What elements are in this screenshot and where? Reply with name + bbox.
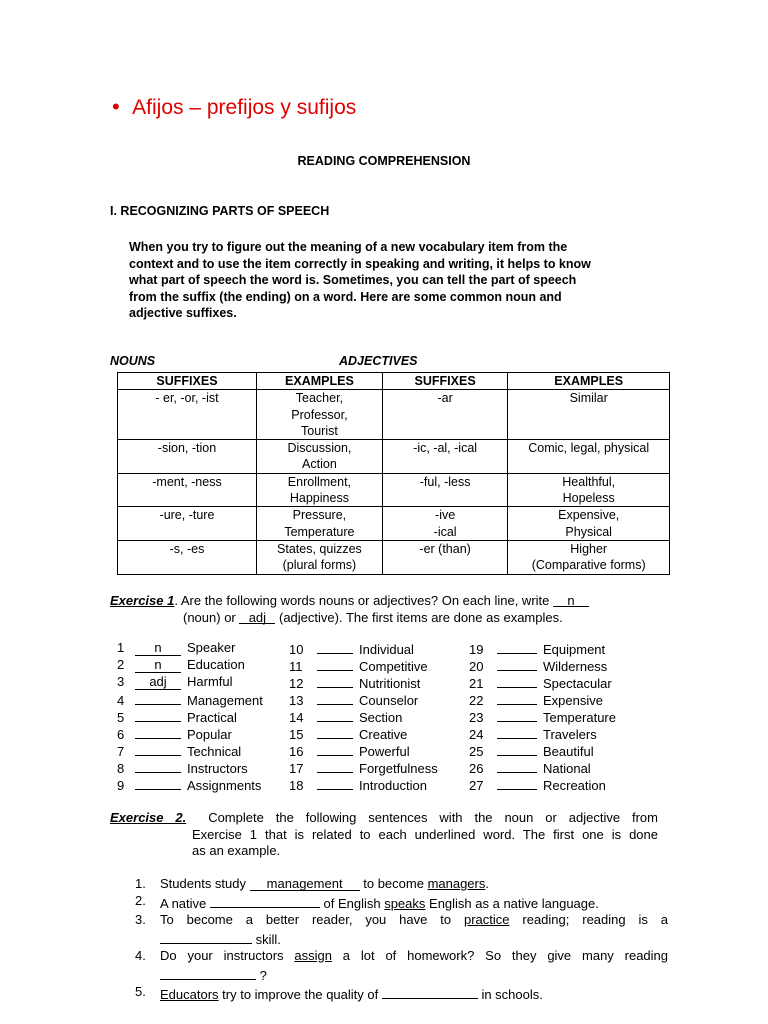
nouns-label: NOUNS xyxy=(110,354,156,368)
sentence-number: 2. xyxy=(135,892,146,908)
item-number: 20 xyxy=(469,659,484,674)
item-word: Section xyxy=(359,710,403,725)
example-word: Happiness xyxy=(289,491,349,506)
noun-examples xyxy=(256,390,382,440)
adj-examples xyxy=(508,507,670,541)
sentences-list xyxy=(135,876,669,1004)
table-row xyxy=(118,473,670,507)
list-item xyxy=(117,690,263,707)
answer-blank[interactable] xyxy=(317,741,353,756)
exercise2-line: Exercise 1 that is related to each underlined word. The first one is done xyxy=(192,826,658,842)
answer-blank[interactable] xyxy=(497,775,537,790)
example-word: Pressure, xyxy=(292,508,347,523)
underlined-word: practice xyxy=(463,912,510,927)
bullet-icon: • xyxy=(112,94,120,119)
sentence-3 xyxy=(135,912,668,948)
sentence-text: Students study xyxy=(160,876,250,891)
adj-suffix xyxy=(382,507,508,541)
example-word: Teacher, xyxy=(295,391,344,406)
item-word: Temperature xyxy=(543,710,616,725)
example-word: Enrollment, xyxy=(287,474,352,489)
item-number: 23 xyxy=(469,710,484,725)
sentence-text: in schools. xyxy=(477,987,543,1002)
item-word: Instructors xyxy=(187,761,248,776)
header-suffixes: SUFFIXES xyxy=(382,373,508,390)
answer-blank[interactable] xyxy=(135,724,181,739)
example-word: Healthful, xyxy=(562,474,616,489)
adj-suffix: -ic, -al, -ical xyxy=(382,440,508,474)
intro-line: context and to use the item correctly in speaking and writing, it helps to know xyxy=(129,256,591,271)
item-number: 3 xyxy=(117,674,125,689)
example-word: Action xyxy=(302,457,337,472)
answer-blank[interactable] xyxy=(497,758,537,773)
item-number: 12 xyxy=(289,676,304,691)
list-item xyxy=(469,656,607,673)
sentence-text: . xyxy=(485,876,489,891)
section-title: I. RECOGNIZING PARTS OF SPEECH xyxy=(110,204,330,218)
item-word: Introduction xyxy=(359,778,427,793)
sentence-text: To become a better reader, you have to xyxy=(160,912,464,927)
answer-blank[interactable] xyxy=(317,673,353,688)
sentence-2 xyxy=(135,892,668,913)
item-word: Equipment xyxy=(543,642,606,657)
item-number: 8 xyxy=(117,761,125,776)
item-word: Nutritionist xyxy=(359,676,421,691)
item-number: 9 xyxy=(117,778,125,793)
example-word: Hopeless xyxy=(562,491,615,506)
item-number: 14 xyxy=(289,710,304,725)
item-word: Technical xyxy=(187,744,242,759)
exercise2-instructions xyxy=(110,810,658,860)
answer-blank[interactable] xyxy=(160,965,256,980)
answer-blank[interactable] xyxy=(317,758,353,773)
sentence-1 xyxy=(135,876,668,893)
item-word: Wilderness xyxy=(543,659,608,674)
exercise2-line: Complete the following sentences with the noun or adjective from xyxy=(208,810,658,825)
exercise1-instructions xyxy=(110,592,662,626)
sentence-text: ? xyxy=(256,967,267,983)
sentence-text: a lot of homework? So they give many reading xyxy=(331,948,669,963)
table-row xyxy=(118,507,670,541)
list-item xyxy=(117,741,241,758)
answer-blank[interactable] xyxy=(160,929,252,944)
example-word: (Comparative forms) xyxy=(531,558,646,573)
item-word: Creative xyxy=(359,727,408,742)
item-word: Popular xyxy=(187,727,232,742)
heading xyxy=(112,94,356,120)
sentence-text: reading; reading is a xyxy=(509,912,668,927)
sentence-text: of English xyxy=(319,895,385,911)
doc-title: READING COMPREHENSION xyxy=(297,154,471,168)
list-item xyxy=(117,724,232,741)
item-word: Recreation xyxy=(543,778,606,793)
sentence-text: English as a native language. xyxy=(425,895,599,911)
item-number: 27 xyxy=(469,778,484,793)
list-item xyxy=(289,656,428,673)
answer-blank[interactable] xyxy=(317,656,353,671)
item-word: Forgetfulness xyxy=(359,761,438,776)
sentence-text: Do your instructors xyxy=(160,948,295,963)
answer-blank[interactable] xyxy=(135,707,181,722)
list-item xyxy=(469,707,616,724)
list-item xyxy=(289,724,407,741)
noun-suffix: -s, -es xyxy=(118,540,257,574)
answer-blank[interactable]: management xyxy=(250,876,360,891)
answer-blank[interactable] xyxy=(317,690,353,705)
exercise2-label: Exercise 2. xyxy=(110,810,187,825)
table-row xyxy=(118,440,670,474)
answer-blank[interactable]: n xyxy=(135,658,181,673)
item-number: 6 xyxy=(117,727,125,742)
suffix-item: -ical xyxy=(433,524,457,539)
answer-blank[interactable] xyxy=(317,775,353,790)
answer-blank[interactable] xyxy=(382,984,478,999)
table-row xyxy=(118,540,670,574)
item-word: Travelers xyxy=(543,727,597,742)
item-number: 11 xyxy=(289,659,303,674)
sentence-5 xyxy=(135,984,668,1004)
example-word: Physical xyxy=(565,524,612,539)
suffix-item: -ive xyxy=(435,508,456,523)
list-item xyxy=(289,690,418,707)
sentence-number: 4. xyxy=(135,948,146,963)
example-word: Expensive, xyxy=(558,508,620,523)
adj-examples xyxy=(508,390,670,440)
noun-suffix: -ure, -ture xyxy=(118,507,257,541)
answer-blank[interactable] xyxy=(135,758,181,773)
underlined-word: speaks xyxy=(384,895,426,911)
noun-suffix: -ment, -ness xyxy=(118,473,257,507)
answer-blank[interactable] xyxy=(497,707,537,722)
item-number: 24 xyxy=(469,727,484,742)
item-number: 5 xyxy=(117,710,125,725)
example-word: (plural forms) xyxy=(282,558,357,573)
item-word: Harmful xyxy=(187,674,233,689)
header-suffixes: SUFFIXES xyxy=(118,373,257,390)
heading-text: Afijos – prefijos y sufijos xyxy=(132,96,357,119)
adj-examples xyxy=(508,540,670,574)
list-item xyxy=(469,673,612,690)
answer-blank[interactable] xyxy=(497,656,537,671)
item-number: 10 xyxy=(289,642,304,657)
item-word: Spectacular xyxy=(543,676,612,691)
item-number: 26 xyxy=(469,761,484,776)
sentence-text: to become xyxy=(359,876,428,891)
example-word: Professor, xyxy=(291,407,348,422)
list-item xyxy=(117,707,237,724)
item-word: Counselor xyxy=(359,693,419,708)
adj-example: adj xyxy=(239,609,275,624)
list-item xyxy=(469,775,606,792)
intro-line: When you try to figure out the meaning of a new vocabulary item from the xyxy=(129,240,568,254)
exercise1-line2b: (adjective). The first items are done as examples. xyxy=(279,610,563,625)
item-word: Speaker xyxy=(187,640,236,655)
exercise2-line: as an example. xyxy=(192,843,281,858)
suffix-table xyxy=(117,372,670,575)
item-word: Education xyxy=(187,657,245,672)
item-word: Expensive xyxy=(543,693,603,708)
item-number: 17 xyxy=(289,761,304,776)
list-item xyxy=(289,775,427,792)
table-header-row xyxy=(118,373,670,390)
intro-line: what part of speech the word is. Sometimes, you can tell the part of speech xyxy=(129,273,577,287)
sentence-number: 3. xyxy=(135,912,146,927)
example-word: Tourist xyxy=(301,423,338,438)
adj-examples xyxy=(508,440,670,474)
list-item xyxy=(117,775,261,792)
item-number: 2 xyxy=(117,657,125,672)
item-number: 4 xyxy=(117,693,125,708)
sentence-text: try to improve the quality of xyxy=(218,987,382,1002)
answer-blank[interactable]: n xyxy=(135,641,181,656)
list-item xyxy=(469,690,603,707)
item-word: Assignments xyxy=(187,778,262,793)
item-number: 7 xyxy=(117,744,125,759)
item-word: Powerful xyxy=(359,744,410,759)
item-number: 16 xyxy=(289,744,304,759)
noun-examples xyxy=(256,473,382,507)
sentence-4 xyxy=(135,948,669,984)
list-item xyxy=(289,639,414,656)
underlined-word: assign xyxy=(294,948,332,963)
answer-blank[interactable] xyxy=(497,639,537,654)
item-word: Practical xyxy=(187,710,237,725)
answer-blank[interactable] xyxy=(497,724,537,739)
answer-blank[interactable] xyxy=(497,741,537,756)
adj-suffix: -ar xyxy=(382,390,508,440)
list-item xyxy=(117,673,233,690)
adj-suffix: -ful, -less xyxy=(382,473,508,507)
answer-blank[interactable] xyxy=(135,741,181,756)
example-word: Higher xyxy=(570,541,608,556)
list-item xyxy=(289,741,410,758)
item-word: Beautiful xyxy=(543,744,594,759)
answer-blank[interactable] xyxy=(497,673,537,688)
noun-examples xyxy=(256,440,382,474)
item-number: 25 xyxy=(469,744,484,759)
answer-blank[interactable] xyxy=(317,639,353,654)
sentence-number: 1. xyxy=(135,876,146,891)
answer-blank[interactable] xyxy=(497,690,537,705)
adj-examples xyxy=(508,473,670,507)
adj-suffix: -er (than) xyxy=(382,540,508,574)
underlined-word: managers xyxy=(427,876,486,891)
item-number: 21 xyxy=(469,676,484,691)
item-number: 15 xyxy=(289,727,304,742)
exercise1-line1: . Are the following words nouns or adjectives? On each line, write xyxy=(174,593,550,608)
item-number: 19 xyxy=(469,642,484,657)
list-item xyxy=(469,639,605,656)
intro-line: from the suffix (the ending) on a word. Here are some common noun and xyxy=(129,289,562,304)
n-example: n xyxy=(553,592,589,607)
item-number: 22 xyxy=(469,693,484,708)
sentence-text: skill. xyxy=(252,931,281,947)
item-word: Individual xyxy=(359,642,414,657)
list-item xyxy=(289,707,402,724)
item-word: National xyxy=(543,761,591,776)
exercise1-line2a: (noun) or xyxy=(183,610,236,625)
example-word: Discussion, xyxy=(287,441,352,456)
example-word: Similar xyxy=(569,391,608,406)
noun-suffix: - er, -or, -ist xyxy=(118,390,257,440)
answer-blank[interactable] xyxy=(135,775,181,790)
adjectives-label: ADJECTIVES xyxy=(339,354,418,368)
list-item xyxy=(117,656,245,673)
header-examples: EXAMPLES xyxy=(508,373,670,390)
intro-paragraph xyxy=(129,239,659,322)
noun-suffix: -sion, -tion xyxy=(118,440,257,474)
answer-blank[interactable] xyxy=(135,690,181,705)
answer-blank[interactable] xyxy=(317,724,353,739)
example-word: States, quizzes xyxy=(277,541,362,556)
table-row xyxy=(118,390,670,440)
item-number: 1 xyxy=(117,640,125,655)
list-item xyxy=(469,724,597,741)
exercise1-label: Exercise 1 xyxy=(110,593,175,608)
header-examples: EXAMPLES xyxy=(256,373,382,390)
answer-blank[interactable]: adj xyxy=(135,675,181,690)
item-number: 18 xyxy=(289,778,304,793)
list-item xyxy=(117,758,248,775)
answer-blank[interactable] xyxy=(317,707,353,722)
noun-examples xyxy=(256,507,382,541)
answer-blank[interactable] xyxy=(210,893,320,908)
item-word: Management xyxy=(187,693,263,708)
sentence-text: A native xyxy=(160,895,210,911)
sentence-number: 5. xyxy=(135,984,146,999)
list-item xyxy=(289,673,420,690)
noun-examples xyxy=(256,540,382,574)
item-number: 13 xyxy=(289,693,304,708)
item-word: Competitive xyxy=(359,659,428,674)
intro-line: adjective suffixes. xyxy=(129,306,237,320)
list-item xyxy=(289,758,438,775)
list-item xyxy=(117,639,235,656)
example-word: Temperature xyxy=(284,524,355,539)
list-item xyxy=(469,741,594,758)
list-item xyxy=(469,758,591,775)
example-word: Comic, legal, physical xyxy=(528,441,650,456)
underlined-word: Educators xyxy=(160,987,219,1002)
